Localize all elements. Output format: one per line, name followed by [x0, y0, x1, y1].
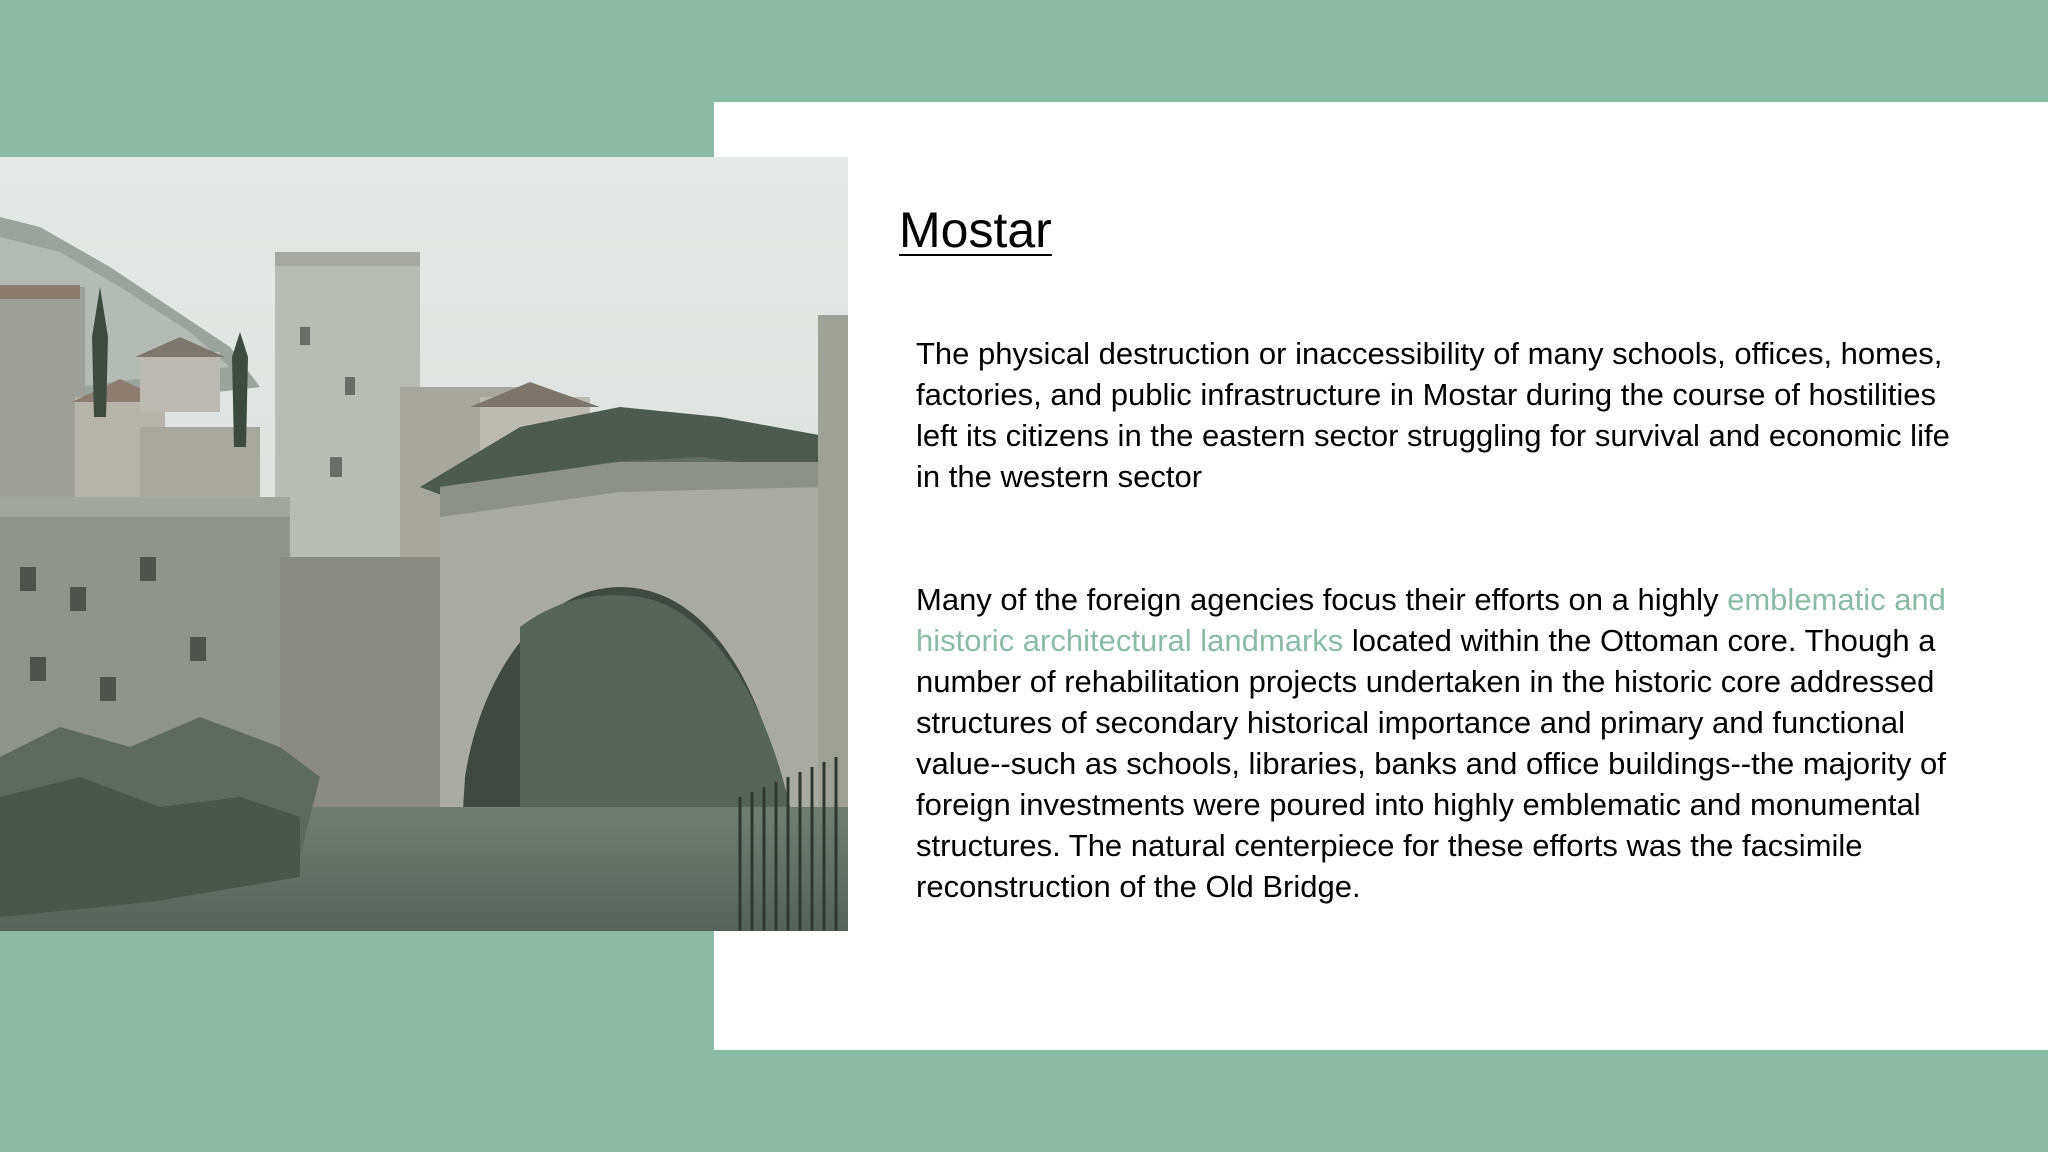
highlighted-landmarks-text: emblematic and historic architectural landmarks [916, 582, 1946, 658]
mostar-bridge-photo [0, 157, 848, 931]
paragraph-foreign-agencies [916, 579, 1976, 907]
paragraph-text-before: Many of the foreign agencies focus their efforts on a highly [916, 582, 1728, 617]
slide-title: Mostar [899, 202, 1052, 258]
paragraph-text-after: located within the Ottoman core. Though a number of rehabilitation projects undertaken in the historic core addressed structures of secondary historical importance and primary and functional value--such as schools, libraries, banks and office buildings--the majority of foreign investments were poured into highly emblematic and monumental structures. The natural centerpiece for these efforts was the facsimile reconstruction of the Old Bridge. [916, 623, 1946, 904]
bridge-illustration [0, 157, 848, 931]
paragraph-destruction: The physical destruction or inaccessibility of many schools, offices, homes, factories, and public infrastructure in Mostar during the course of hostilities left its citizens in the eastern sector struggling for survival and economic life in the western sector [916, 336, 1950, 494]
